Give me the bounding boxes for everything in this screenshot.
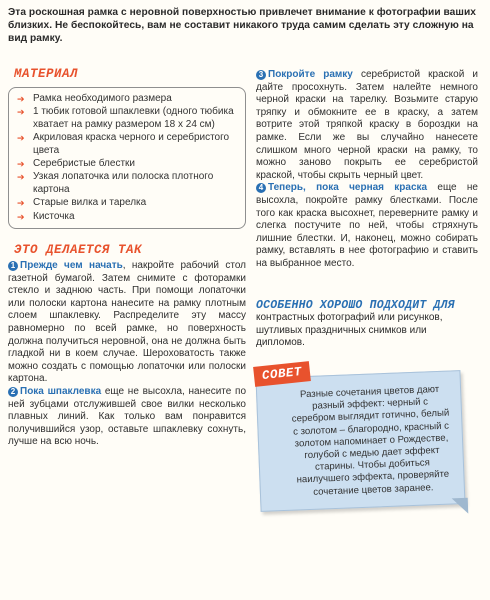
list-item: ➔ Акриловая краска черного и серебристого цвета — [17, 132, 230, 156]
step-4 — [256, 182, 478, 270]
page-curl-icon — [452, 497, 469, 514]
special-heading: ОСОБЕННО ХОРОШО ПОДХОДИТ ДЛЯ — [256, 298, 455, 312]
tip-card — [256, 370, 466, 512]
list-item: ➔ 1 тюбик готовой шпаклевки (одного тюбика хватает на рамку размером 18 х 24 см) — [17, 106, 234, 130]
arrow-right-icon: ➔ — [17, 107, 25, 118]
arrow-right-icon: ➔ — [17, 211, 25, 222]
step-title: Пока шпаклевка — [20, 386, 102, 397]
two-column-layout — [8, 67, 482, 508]
arrow-right-icon: ➔ — [17, 159, 25, 170]
step-text: серебристой краской и дайте просохнуть. Затем налейте немного черной краски на тарелку. Возьмите старую тряпку и обмокните ее в краску, а затем вотрите этой тряпкой краску в бороздки на рамке. Если же вы случайно нанесете слишком много черной краски на рамку, то можно заново покрыть ее серебристой краской, чтобы скрыть черный цвет. — [256, 69, 478, 181]
arrow-right-icon: ➔ — [17, 172, 25, 183]
step-title: Прежде чем начать — [20, 260, 123, 272]
step-1 — [8, 260, 246, 386]
step-title: Теперь, пока черная краска — [268, 182, 428, 194]
left-column — [8, 67, 246, 508]
step-text: , накройте рабочий стол газетной бумагой. Затем снимите с фоторамки стекло и заднюю часть. При помощи лопаточки или полоски картона нанесите на рамку плотным слоем шпаклевку. Распределите эту массу равномерно по всей рамке, но поверхность должна получиться неровной, она не должна быть гладкой ни в коем случае. Шероховатость также можно создать с помощью лопаточки или полоски картона. — [8, 260, 246, 385]
step-title: Покройте рамку — [268, 69, 353, 80]
right-column — [256, 67, 478, 508]
step-2 — [8, 386, 246, 449]
step-number-badge: 4 — [256, 183, 266, 193]
tip-text: Разные сочетания цветов дают разный эффект: черный с серебром выглядит готично, белый с золотом – благородно, красный с золотом напоминает о Рождестве, голубой с медью дает эффект старины. Чтобы добиться наилучшего эффекта, проверяйте сочетание цветов заранее. — [291, 383, 450, 498]
step-text: еще не высохла, нанесите по ней зубцами отслужившей свое вилки несколько плавных линий. Как только вам понравится получившийся узор, оставьте шпаклевку сохнуть, лучше на всю ночь. — [8, 386, 246, 448]
step-3 — [256, 69, 478, 182]
special-text: контрастных фотографий или рисунков, шутливых праздничных снимков или дипломов. — [256, 312, 443, 349]
arrow-right-icon: ➔ — [17, 94, 25, 104]
arrow-right-icon: ➔ — [17, 198, 25, 209]
intro-text: Эта роскошная рамка с неровной поверхностью привлечет внимание к фотографии ваших близких. Не беспокойтесь, вам не составит никакого труда самим сделать эту сложную на вид рамку. — [8, 7, 476, 44]
list-item: ➔ Серебристые блестки — [17, 158, 135, 170]
tip-label: СОВЕТ — [253, 361, 311, 387]
howto-heading: ЭТО ДЕЛАЕТСЯ ТАК — [14, 243, 143, 258]
arrow-right-icon: ➔ — [17, 133, 25, 144]
step-number-badge: 1 — [8, 261, 18, 271]
materials-heading: МАТЕРИАЛ — [14, 67, 79, 81]
materials-list — [8, 87, 246, 229]
list-item: ➔ Старые вилка и тарелка — [17, 197, 147, 209]
list-item: ➔ Кисточка — [17, 210, 75, 222]
step-number-badge: 2 — [8, 387, 18, 397]
step-number-badge: 3 — [256, 70, 266, 80]
step-text: еще не высохла, покройте рамку блестками. После того как краска высохнет, переверните рамку и слегка постучите по ней, чтобы стряхнуть лишние блестки. И, наконец, можно собирать рамку, вставлять в нее фотографию и ставить на выбранное место. — [256, 182, 478, 269]
tip-note — [258, 364, 478, 508]
list-item: ➔ Узкая лопаточка или полоска плотного картона — [17, 171, 214, 195]
list-item: ➔ Рамка необходимого размера — [17, 93, 172, 104]
special-block — [256, 299, 478, 350]
